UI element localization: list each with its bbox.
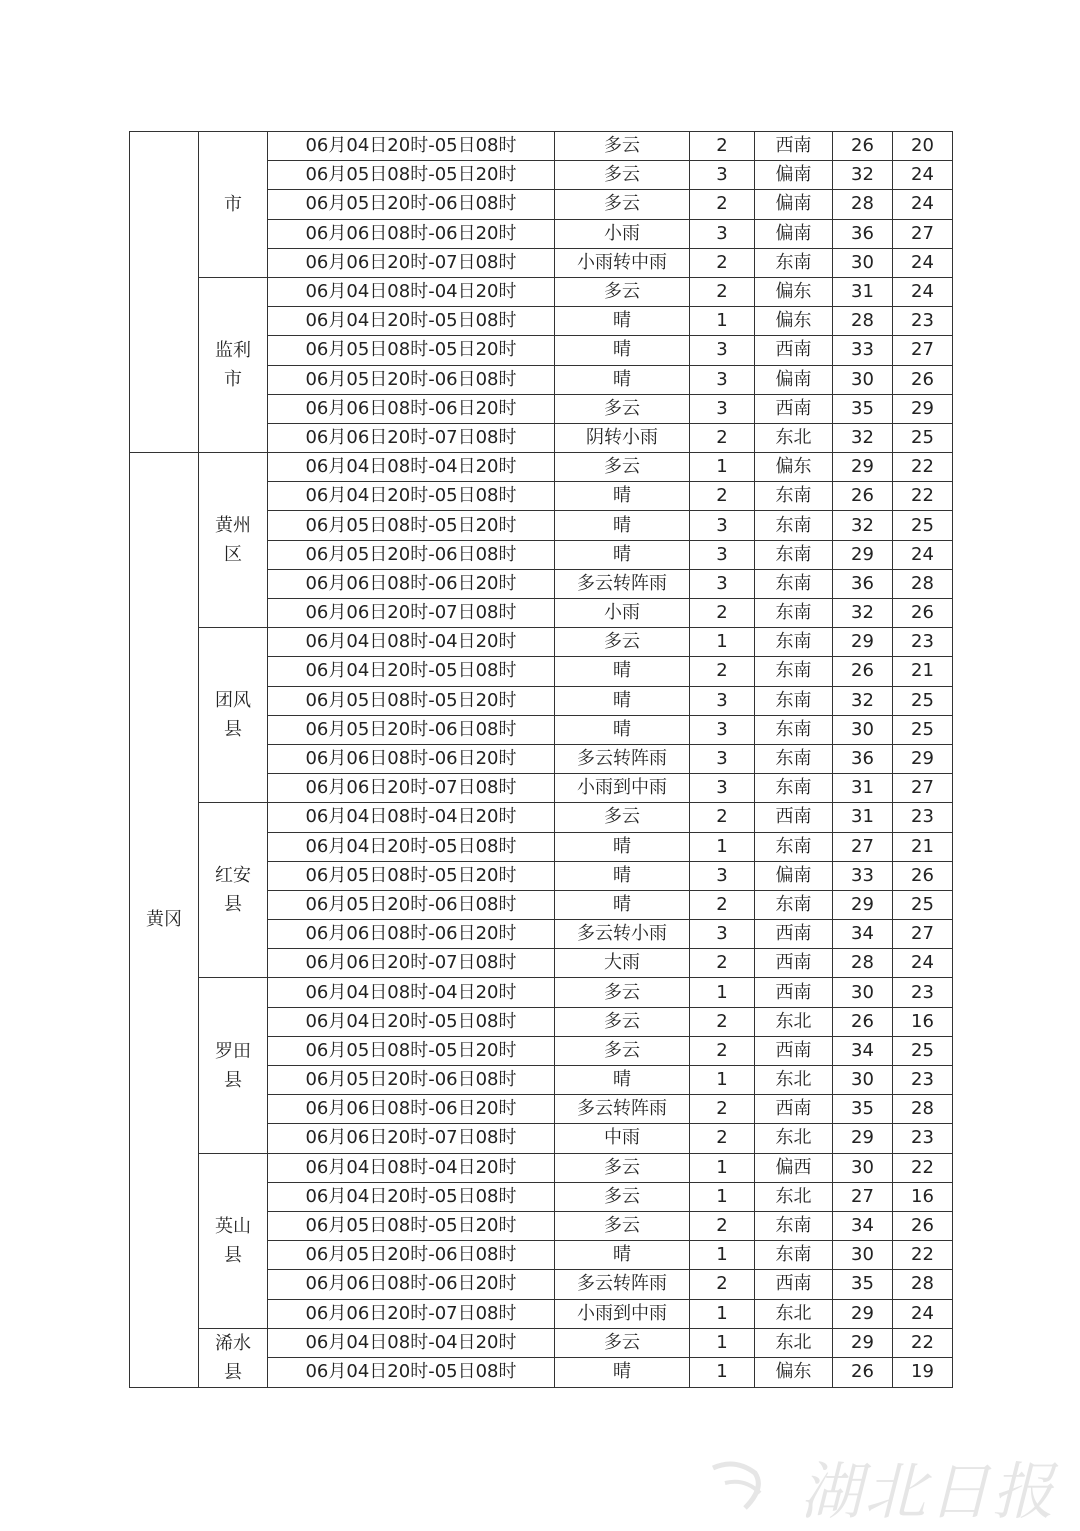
wind-direction-cell: 西南 bbox=[755, 803, 833, 832]
period-cell: 06月04日20时-05日08时 bbox=[268, 307, 555, 336]
weather-cell: 晴 bbox=[555, 365, 690, 394]
min-temp-cell: 28 bbox=[893, 569, 953, 598]
max-temp-cell: 26 bbox=[833, 657, 893, 686]
wind-direction-cell: 东北 bbox=[755, 1299, 833, 1328]
city-cell bbox=[130, 132, 199, 453]
max-temp-cell: 33 bbox=[833, 861, 893, 890]
min-temp-cell: 16 bbox=[893, 1007, 953, 1036]
wind-level-cell: 3 bbox=[690, 219, 755, 248]
weather-cell: 中雨 bbox=[555, 1124, 690, 1153]
min-temp-cell: 25 bbox=[893, 686, 953, 715]
wind-level-cell: 3 bbox=[690, 920, 755, 949]
min-temp-cell: 29 bbox=[893, 394, 953, 423]
min-temp-cell: 22 bbox=[893, 1153, 953, 1182]
wind-direction-cell: 东南 bbox=[755, 890, 833, 919]
wind-level-cell: 2 bbox=[690, 803, 755, 832]
wind-direction-cell: 偏东 bbox=[755, 277, 833, 306]
weather-cell: 晴 bbox=[555, 511, 690, 540]
min-temp-cell: 26 bbox=[893, 1211, 953, 1240]
wind-direction-cell: 西南 bbox=[755, 949, 833, 978]
wind-level-cell: 2 bbox=[690, 1036, 755, 1065]
wind-level-cell: 2 bbox=[690, 482, 755, 511]
wind-level-cell: 2 bbox=[690, 1211, 755, 1240]
wind-direction-cell: 西南 bbox=[755, 132, 833, 161]
weather-cell: 晴 bbox=[555, 1358, 690, 1388]
wind-direction-cell: 东南 bbox=[755, 1241, 833, 1270]
min-temp-cell: 27 bbox=[893, 920, 953, 949]
period-cell: 06月04日20时-05日08时 bbox=[268, 832, 555, 861]
wind-level-cell: 3 bbox=[690, 861, 755, 890]
weather-cell: 晴 bbox=[555, 890, 690, 919]
min-temp-cell: 19 bbox=[893, 1358, 953, 1388]
weather-cell: 多云 bbox=[555, 628, 690, 657]
table-row bbox=[130, 132, 953, 161]
wind-level-cell: 2 bbox=[690, 190, 755, 219]
max-temp-cell: 29 bbox=[833, 453, 893, 482]
max-temp-cell: 29 bbox=[833, 1328, 893, 1358]
weather-cell: 晴 bbox=[555, 540, 690, 569]
wind-direction-cell: 西南 bbox=[755, 394, 833, 423]
table-body bbox=[130, 132, 953, 1388]
weather-cell: 晴 bbox=[555, 861, 690, 890]
county-cell: 浠水 县 bbox=[199, 1328, 268, 1387]
weather-cell: 多云转小雨 bbox=[555, 920, 690, 949]
county-cell: 团风 县 bbox=[199, 628, 268, 803]
table-row bbox=[130, 277, 953, 306]
wind-level-cell: 2 bbox=[690, 277, 755, 306]
max-temp-cell: 26 bbox=[833, 482, 893, 511]
wind-direction-cell: 东北 bbox=[755, 1328, 833, 1358]
min-temp-cell: 24 bbox=[893, 540, 953, 569]
wind-direction-cell: 偏东 bbox=[755, 307, 833, 336]
wind-direction-cell: 东南 bbox=[755, 540, 833, 569]
period-cell: 06月06日20时-07日08时 bbox=[268, 599, 555, 628]
wind-level-cell: 3 bbox=[690, 394, 755, 423]
period-cell: 06月05日20时-06日08时 bbox=[268, 190, 555, 219]
wind-level-cell: 2 bbox=[690, 423, 755, 452]
max-temp-cell: 28 bbox=[833, 190, 893, 219]
wind-direction-cell: 东南 bbox=[755, 774, 833, 803]
min-temp-cell: 25 bbox=[893, 511, 953, 540]
weather-cell: 多云 bbox=[555, 1007, 690, 1036]
max-temp-cell: 30 bbox=[833, 248, 893, 277]
weather-cell: 多云转阵雨 bbox=[555, 744, 690, 773]
wind-level-cell: 3 bbox=[690, 744, 755, 773]
min-temp-cell: 23 bbox=[893, 803, 953, 832]
max-temp-cell: 35 bbox=[833, 1095, 893, 1124]
weather-cell: 小雨 bbox=[555, 599, 690, 628]
wind-direction-cell: 东南 bbox=[755, 744, 833, 773]
min-temp-cell: 23 bbox=[893, 978, 953, 1007]
wind-level-cell: 1 bbox=[690, 307, 755, 336]
max-temp-cell: 27 bbox=[833, 1182, 893, 1211]
min-temp-cell: 28 bbox=[893, 1270, 953, 1299]
wind-level-cell: 2 bbox=[690, 949, 755, 978]
wind-level-cell: 1 bbox=[690, 1066, 755, 1095]
wind-direction-cell: 东南 bbox=[755, 657, 833, 686]
min-temp-cell: 24 bbox=[893, 277, 953, 306]
min-temp-cell: 20 bbox=[893, 132, 953, 161]
table-row bbox=[130, 1328, 953, 1358]
weather-cell: 小雨转中雨 bbox=[555, 248, 690, 277]
weather-cell: 多云 bbox=[555, 1182, 690, 1211]
max-temp-cell: 30 bbox=[833, 365, 893, 394]
period-cell: 06月04日20时-05日08时 bbox=[268, 657, 555, 686]
max-temp-cell: 30 bbox=[833, 1241, 893, 1270]
period-cell: 06月06日08时-06日20时 bbox=[268, 394, 555, 423]
period-cell: 06月05日08时-05日20时 bbox=[268, 1036, 555, 1065]
wind-level-cell: 1 bbox=[690, 1299, 755, 1328]
max-temp-cell: 32 bbox=[833, 686, 893, 715]
weather-cell: 晴 bbox=[555, 482, 690, 511]
weather-cell: 多云转阵雨 bbox=[555, 569, 690, 598]
wind-direction-cell: 东南 bbox=[755, 628, 833, 657]
min-temp-cell: 24 bbox=[893, 161, 953, 190]
min-temp-cell: 22 bbox=[893, 1241, 953, 1270]
period-cell: 06月06日20时-07日08时 bbox=[268, 248, 555, 277]
period-cell: 06月05日20时-06日08时 bbox=[268, 715, 555, 744]
min-temp-cell: 24 bbox=[893, 190, 953, 219]
min-temp-cell: 26 bbox=[893, 365, 953, 394]
wind-direction-cell: 东南 bbox=[755, 511, 833, 540]
period-cell: 06月06日20时-07日08时 bbox=[268, 774, 555, 803]
period-cell: 06月06日08时-06日20时 bbox=[268, 1270, 555, 1299]
max-temp-cell: 30 bbox=[833, 715, 893, 744]
period-cell: 06月06日20时-07日08时 bbox=[268, 949, 555, 978]
max-temp-cell: 30 bbox=[833, 978, 893, 1007]
weather-cell: 晴 bbox=[555, 336, 690, 365]
wind-direction-cell: 东南 bbox=[755, 569, 833, 598]
wind-direction-cell: 偏西 bbox=[755, 1153, 833, 1182]
period-cell: 06月04日08时-04日20时 bbox=[268, 277, 555, 306]
wind-level-cell: 2 bbox=[690, 1095, 755, 1124]
wind-level-cell: 3 bbox=[690, 569, 755, 598]
wind-direction-cell: 东北 bbox=[755, 1066, 833, 1095]
period-cell: 06月04日20时-05日08时 bbox=[268, 1358, 555, 1388]
max-temp-cell: 30 bbox=[833, 1153, 893, 1182]
weather-cell: 晴 bbox=[555, 686, 690, 715]
period-cell: 06月05日08时-05日20时 bbox=[268, 861, 555, 890]
period-cell: 06月06日08时-06日20时 bbox=[268, 219, 555, 248]
period-cell: 06月05日08时-05日20时 bbox=[268, 686, 555, 715]
wind-direction-cell: 偏南 bbox=[755, 161, 833, 190]
wind-direction-cell: 东南 bbox=[755, 482, 833, 511]
period-cell: 06月04日08时-04日20时 bbox=[268, 978, 555, 1007]
wind-direction-cell: 西南 bbox=[755, 1095, 833, 1124]
min-temp-cell: 23 bbox=[893, 628, 953, 657]
max-temp-cell: 29 bbox=[833, 1124, 893, 1153]
min-temp-cell: 23 bbox=[893, 307, 953, 336]
wind-direction-cell: 西南 bbox=[755, 1036, 833, 1065]
max-temp-cell: 31 bbox=[833, 803, 893, 832]
weather-cell: 晴 bbox=[555, 715, 690, 744]
max-temp-cell: 34 bbox=[833, 920, 893, 949]
weather-cell: 多云 bbox=[555, 132, 690, 161]
wind-level-cell: 1 bbox=[690, 628, 755, 657]
wind-level-cell: 3 bbox=[690, 511, 755, 540]
max-temp-cell: 29 bbox=[833, 890, 893, 919]
wind-direction-cell: 西南 bbox=[755, 920, 833, 949]
period-cell: 06月04日20时-05日08时 bbox=[268, 132, 555, 161]
county-cell: 监利 市 bbox=[199, 277, 268, 452]
wind-level-cell: 2 bbox=[690, 1270, 755, 1299]
wind-level-cell: 1 bbox=[690, 832, 755, 861]
period-cell: 06月04日08时-04日20时 bbox=[268, 803, 555, 832]
wind-level-cell: 2 bbox=[690, 132, 755, 161]
weather-cell: 晴 bbox=[555, 307, 690, 336]
period-cell: 06月04日08时-04日20时 bbox=[268, 1328, 555, 1358]
wind-direction-cell: 偏东 bbox=[755, 453, 833, 482]
wind-direction-cell: 东北 bbox=[755, 1007, 833, 1036]
wind-level-cell: 3 bbox=[690, 686, 755, 715]
wind-level-cell: 2 bbox=[690, 890, 755, 919]
county-cell: 市 bbox=[199, 132, 268, 278]
min-temp-cell: 22 bbox=[893, 482, 953, 511]
wind-level-cell: 3 bbox=[690, 336, 755, 365]
period-cell: 06月04日08时-04日20时 bbox=[268, 453, 555, 482]
wind-level-cell: 3 bbox=[690, 774, 755, 803]
period-cell: 06月04日20时-05日08时 bbox=[268, 1182, 555, 1211]
max-temp-cell: 36 bbox=[833, 219, 893, 248]
period-cell: 06月05日20时-06日08时 bbox=[268, 890, 555, 919]
min-temp-cell: 24 bbox=[893, 1299, 953, 1328]
min-temp-cell: 27 bbox=[893, 219, 953, 248]
weather-cell: 晴 bbox=[555, 1241, 690, 1270]
min-temp-cell: 24 bbox=[893, 949, 953, 978]
period-cell: 06月06日20时-07日08时 bbox=[268, 1124, 555, 1153]
min-temp-cell: 16 bbox=[893, 1182, 953, 1211]
wind-level-cell: 1 bbox=[690, 1328, 755, 1358]
wind-level-cell: 3 bbox=[690, 365, 755, 394]
weather-cell: 小雨到中雨 bbox=[555, 774, 690, 803]
max-temp-cell: 34 bbox=[833, 1211, 893, 1240]
period-cell: 06月06日08时-06日20时 bbox=[268, 569, 555, 598]
wind-level-cell: 1 bbox=[690, 978, 755, 1007]
wind-direction-cell: 偏南 bbox=[755, 219, 833, 248]
max-temp-cell: 26 bbox=[833, 1007, 893, 1036]
min-temp-cell: 23 bbox=[893, 1066, 953, 1095]
weather-cell: 多云 bbox=[555, 190, 690, 219]
wind-level-cell: 1 bbox=[690, 1241, 755, 1270]
min-temp-cell: 25 bbox=[893, 715, 953, 744]
period-cell: 06月04日08时-04日20时 bbox=[268, 628, 555, 657]
county-cell: 红安 县 bbox=[199, 803, 268, 978]
min-temp-cell: 25 bbox=[893, 1036, 953, 1065]
period-cell: 06月05日20时-06日08时 bbox=[268, 540, 555, 569]
period-cell: 06月06日08时-06日20时 bbox=[268, 744, 555, 773]
wind-direction-cell: 东南 bbox=[755, 715, 833, 744]
table-row bbox=[130, 628, 953, 657]
weather-cell: 多云 bbox=[555, 1328, 690, 1358]
table-row bbox=[130, 453, 953, 482]
max-temp-cell: 29 bbox=[833, 1299, 893, 1328]
period-cell: 06月05日20时-06日08时 bbox=[268, 1241, 555, 1270]
wind-direction-cell: 偏东 bbox=[755, 1358, 833, 1388]
weather-cell: 多云 bbox=[555, 453, 690, 482]
wind-direction-cell: 西南 bbox=[755, 1270, 833, 1299]
max-temp-cell: 26 bbox=[833, 132, 893, 161]
min-temp-cell: 24 bbox=[893, 248, 953, 277]
wind-level-cell: 2 bbox=[690, 1124, 755, 1153]
weather-cell: 多云 bbox=[555, 978, 690, 1007]
period-cell: 06月04日20时-05日08时 bbox=[268, 1007, 555, 1036]
wind-level-cell: 3 bbox=[690, 540, 755, 569]
period-cell: 06月06日08时-06日20时 bbox=[268, 1095, 555, 1124]
wind-direction-cell: 东南 bbox=[755, 686, 833, 715]
wind-direction-cell: 偏南 bbox=[755, 861, 833, 890]
wind-direction-cell: 西南 bbox=[755, 978, 833, 1007]
max-temp-cell: 28 bbox=[833, 949, 893, 978]
city-cell: 黄冈 bbox=[130, 453, 199, 1388]
weather-cell: 晴 bbox=[555, 832, 690, 861]
min-temp-cell: 22 bbox=[893, 1328, 953, 1358]
max-temp-cell: 32 bbox=[833, 599, 893, 628]
weather-cell: 阴转小雨 bbox=[555, 423, 690, 452]
period-cell: 06月04日20时-05日08时 bbox=[268, 482, 555, 511]
min-temp-cell: 21 bbox=[893, 657, 953, 686]
wind-level-cell: 2 bbox=[690, 248, 755, 277]
min-temp-cell: 25 bbox=[893, 890, 953, 919]
weather-cell: 多云 bbox=[555, 161, 690, 190]
max-temp-cell: 28 bbox=[833, 307, 893, 336]
wind-direction-cell: 东南 bbox=[755, 599, 833, 628]
period-cell: 06月05日20时-06日08时 bbox=[268, 1066, 555, 1095]
wind-level-cell: 1 bbox=[690, 453, 755, 482]
weather-cell: 多云 bbox=[555, 277, 690, 306]
wind-level-cell: 1 bbox=[690, 1153, 755, 1182]
wind-level-cell: 3 bbox=[690, 161, 755, 190]
max-temp-cell: 32 bbox=[833, 511, 893, 540]
wind-direction-cell: 东北 bbox=[755, 1124, 833, 1153]
wind-direction-cell: 东北 bbox=[755, 1182, 833, 1211]
period-cell: 06月05日08时-05日20时 bbox=[268, 1211, 555, 1240]
period-cell: 06月05日08时-05日20时 bbox=[268, 336, 555, 365]
wind-level-cell: 2 bbox=[690, 1007, 755, 1036]
min-temp-cell: 26 bbox=[893, 861, 953, 890]
weather-cell: 多云 bbox=[555, 803, 690, 832]
max-temp-cell: 36 bbox=[833, 744, 893, 773]
wind-direction-cell: 偏南 bbox=[755, 365, 833, 394]
min-temp-cell: 28 bbox=[893, 1095, 953, 1124]
min-temp-cell: 21 bbox=[893, 832, 953, 861]
forecast-table bbox=[129, 131, 953, 1388]
weather-cell: 多云转阵雨 bbox=[555, 1270, 690, 1299]
period-cell: 06月06日08时-06日20时 bbox=[268, 920, 555, 949]
weather-cell: 多云转阵雨 bbox=[555, 1095, 690, 1124]
county-cell: 英山 县 bbox=[199, 1153, 268, 1328]
weather-cell: 大雨 bbox=[555, 949, 690, 978]
wind-level-cell: 2 bbox=[690, 599, 755, 628]
max-temp-cell: 29 bbox=[833, 628, 893, 657]
max-temp-cell: 30 bbox=[833, 1066, 893, 1095]
period-cell: 06月05日08时-05日20时 bbox=[268, 161, 555, 190]
weather-cell: 小雨 bbox=[555, 219, 690, 248]
table-row bbox=[130, 978, 953, 1007]
min-temp-cell: 26 bbox=[893, 599, 953, 628]
period-cell: 06月05日20时-06日08时 bbox=[268, 365, 555, 394]
period-cell: 06月06日20时-07日08时 bbox=[268, 1299, 555, 1328]
max-temp-cell: 34 bbox=[833, 1036, 893, 1065]
min-temp-cell: 27 bbox=[893, 774, 953, 803]
weather-cell: 晴 bbox=[555, 657, 690, 686]
table-row bbox=[130, 1153, 953, 1182]
weather-cell: 小雨到中雨 bbox=[555, 1299, 690, 1328]
wind-direction-cell: 东北 bbox=[755, 423, 833, 452]
min-temp-cell: 23 bbox=[893, 1124, 953, 1153]
wind-level-cell: 1 bbox=[690, 1182, 755, 1211]
wind-direction-cell: 东南 bbox=[755, 248, 833, 277]
max-temp-cell: 35 bbox=[833, 394, 893, 423]
min-temp-cell: 27 bbox=[893, 336, 953, 365]
county-cell: 黄州 区 bbox=[199, 453, 268, 628]
table-row bbox=[130, 803, 953, 832]
max-temp-cell: 26 bbox=[833, 1358, 893, 1388]
max-temp-cell: 32 bbox=[833, 423, 893, 452]
weather-cell: 晴 bbox=[555, 1066, 690, 1095]
weather-cell: 多云 bbox=[555, 1153, 690, 1182]
wind-direction-cell: 东南 bbox=[755, 832, 833, 861]
max-temp-cell: 29 bbox=[833, 540, 893, 569]
wind-level-cell: 1 bbox=[690, 1358, 755, 1388]
period-cell: 06月05日08时-05日20时 bbox=[268, 511, 555, 540]
wind-level-cell: 2 bbox=[690, 657, 755, 686]
wind-direction-cell: 西南 bbox=[755, 336, 833, 365]
period-cell: 06月06日20时-07日08时 bbox=[268, 423, 555, 452]
wind-direction-cell: 东南 bbox=[755, 1211, 833, 1240]
watermark-text: 湖北日报 bbox=[800, 1455, 1057, 1528]
max-temp-cell: 27 bbox=[833, 832, 893, 861]
max-temp-cell: 36 bbox=[833, 569, 893, 598]
wind-direction-cell: 偏南 bbox=[755, 190, 833, 219]
min-temp-cell: 25 bbox=[893, 423, 953, 452]
min-temp-cell: 29 bbox=[893, 744, 953, 773]
max-temp-cell: 35 bbox=[833, 1270, 893, 1299]
wind-level-cell: 3 bbox=[690, 715, 755, 744]
max-temp-cell: 31 bbox=[833, 774, 893, 803]
period-cell: 06月04日08时-04日20时 bbox=[268, 1153, 555, 1182]
max-temp-cell: 32 bbox=[833, 161, 893, 190]
weather-cell: 多云 bbox=[555, 394, 690, 423]
max-temp-cell: 33 bbox=[833, 336, 893, 365]
max-temp-cell: 31 bbox=[833, 277, 893, 306]
min-temp-cell: 22 bbox=[893, 453, 953, 482]
county-cell: 罗田 县 bbox=[199, 978, 268, 1153]
weather-cell: 多云 bbox=[555, 1211, 690, 1240]
weather-cell: 多云 bbox=[555, 1036, 690, 1065]
